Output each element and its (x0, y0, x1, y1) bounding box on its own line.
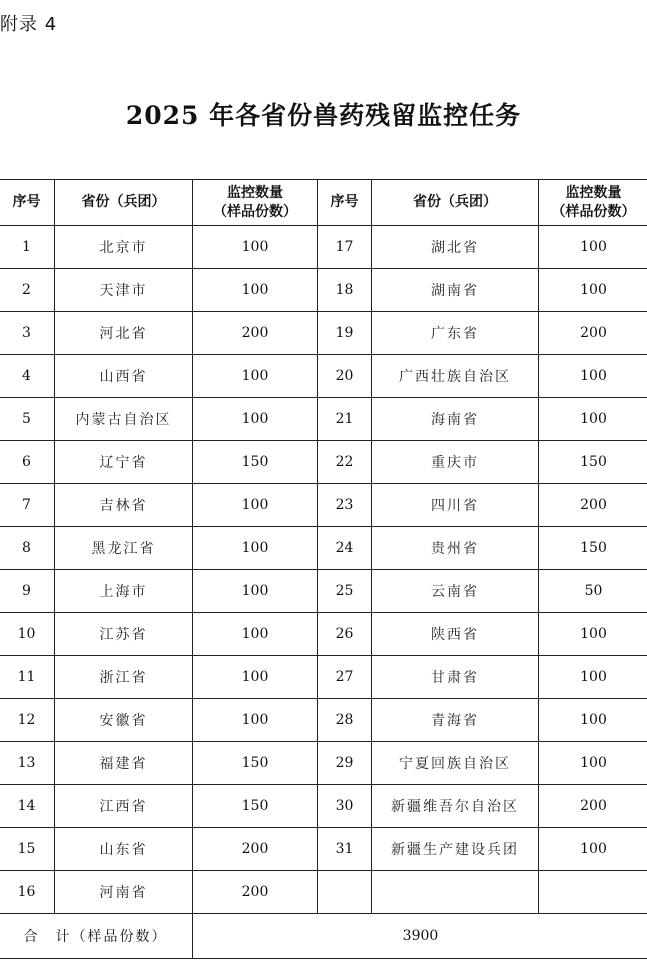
table-row (0, 699, 647, 742)
row-number-right: 31 (318, 828, 372, 871)
header-quantity-right (539, 180, 647, 226)
table-row (0, 269, 647, 312)
table-row (0, 355, 647, 398)
monitoring-quantity-right: 100 (539, 699, 647, 742)
row-number-left: 15 (0, 828, 55, 871)
row-number-left: 3 (0, 312, 55, 355)
province-name-right: 广西壮族自治区 (372, 355, 539, 398)
monitoring-quantity-right: 100 (539, 398, 647, 441)
province-name-right: 新疆生产建设兵团 (372, 828, 539, 871)
province-name-right: 湖北省 (372, 226, 539, 269)
monitoring-quantity-left: 200 (193, 312, 318, 355)
header-no-right: 序号 (318, 180, 372, 226)
table-row (0, 441, 647, 484)
header-quantity-line1: 监控数量 (565, 184, 622, 201)
province-name-left: 浙江省 (55, 656, 193, 699)
province-name-left: 内蒙古自治区 (55, 398, 193, 441)
province-name-left: 山东省 (55, 828, 193, 871)
row-number-left: 1 (0, 226, 55, 269)
province-name-left: 江苏省 (55, 613, 193, 656)
row-number-right: 24 (318, 527, 372, 570)
table-row (0, 656, 647, 699)
province-name-left: 辽宁省 (55, 441, 193, 484)
row-number-right: 20 (318, 355, 372, 398)
row-number-left: 12 (0, 699, 55, 742)
province-name-right: 宁夏回族自治区 (372, 742, 539, 785)
province-name-right: 重庆市 (372, 441, 539, 484)
row-number-right: 23 (318, 484, 372, 527)
province-name-right: 海南省 (372, 398, 539, 441)
row-number-right: 27 (318, 656, 372, 699)
row-number-right: 22 (318, 441, 372, 484)
table-header-row (0, 180, 647, 226)
header-province-left: 省份（兵团） (55, 180, 193, 226)
row-number-right: 28 (318, 699, 372, 742)
row-number-left: 16 (0, 871, 55, 914)
province-name-right: 贵州省 (372, 527, 539, 570)
monitoring-quantity-left: 150 (193, 742, 318, 785)
row-number-left: 9 (0, 570, 55, 613)
province-name-left: 天津市 (55, 269, 193, 312)
province-name-left: 福建省 (55, 742, 193, 785)
header-province-right: 省份（兵团） (372, 180, 539, 226)
monitoring-quantity-right: 150 (539, 441, 647, 484)
province-name-left: 江西省 (55, 785, 193, 828)
total-label: 合 计（样品份数） (0, 914, 193, 959)
monitoring-quantity-right: 100 (539, 656, 647, 699)
monitoring-task-table (0, 179, 647, 959)
province-name-left: 河南省 (55, 871, 193, 914)
monitoring-quantity-left: 200 (193, 828, 318, 871)
total-row (0, 914, 647, 959)
province-name-right: 甘肃省 (372, 656, 539, 699)
province-name-left: 安徽省 (55, 699, 193, 742)
monitoring-quantity-left: 150 (193, 441, 318, 484)
row-number-right (318, 871, 372, 914)
row-number-right: 29 (318, 742, 372, 785)
monitoring-quantity-left: 100 (193, 398, 318, 441)
monitoring-quantity-right (539, 871, 647, 914)
table-row (0, 527, 647, 570)
province-name-left: 山西省 (55, 355, 193, 398)
header-no-left: 序号 (0, 180, 55, 226)
monitoring-quantity-right: 150 (539, 527, 647, 570)
row-number-left: 4 (0, 355, 55, 398)
header-quantity-line1: 监控数量 (227, 184, 283, 201)
monitoring-quantity-left: 200 (193, 871, 318, 914)
total-value: 3900 (193, 914, 647, 959)
province-name-right (372, 871, 539, 914)
province-name-left: 河北省 (55, 312, 193, 355)
monitoring-quantity-left: 100 (193, 527, 318, 570)
monitoring-quantity-right: 200 (539, 785, 647, 828)
monitoring-quantity-right: 100 (539, 828, 647, 871)
row-number-right: 30 (318, 785, 372, 828)
row-number-right: 21 (318, 398, 372, 441)
province-name-right: 陕西省 (372, 613, 539, 656)
table-row (0, 871, 647, 914)
monitoring-quantity-right: 100 (539, 613, 647, 656)
header-quantity-left (193, 180, 318, 226)
row-number-right: 17 (318, 226, 372, 269)
row-number-left: 5 (0, 398, 55, 441)
monitoring-quantity-right: 100 (539, 226, 647, 269)
province-name-left: 黑龙江省 (55, 527, 193, 570)
province-name-left: 吉林省 (55, 484, 193, 527)
row-number-right: 18 (318, 269, 372, 312)
monitoring-quantity-left: 100 (193, 570, 318, 613)
table-row (0, 785, 647, 828)
province-name-right: 四川省 (372, 484, 539, 527)
header-quantity-line2: （样品份数） (551, 203, 636, 220)
monitoring-quantity-right: 100 (539, 269, 647, 312)
province-name-right: 广东省 (372, 312, 539, 355)
monitoring-quantity-right: 200 (539, 484, 647, 527)
row-number-left: 7 (0, 484, 55, 527)
monitoring-quantity-left: 150 (193, 785, 318, 828)
document-title: 2025 年各省份兽药残留监控任务 (125, 101, 522, 130)
row-number-right: 19 (318, 312, 372, 355)
row-number-left: 13 (0, 742, 55, 785)
table-row (0, 312, 647, 355)
header-quantity-line2: （样品份数） (213, 203, 297, 220)
monitoring-quantity-right: 100 (539, 742, 647, 785)
table-row (0, 570, 647, 613)
table-row (0, 613, 647, 656)
row-number-left: 2 (0, 269, 55, 312)
monitoring-quantity-right: 100 (539, 355, 647, 398)
province-name-right: 云南省 (372, 570, 539, 613)
row-number-left: 11 (0, 656, 55, 699)
monitoring-quantity-right: 50 (539, 570, 647, 613)
row-number-left: 10 (0, 613, 55, 656)
monitoring-quantity-left: 100 (193, 355, 318, 398)
monitoring-quantity-left: 100 (193, 269, 318, 312)
table-row (0, 484, 647, 527)
province-name-right: 新疆维吾尔自治区 (372, 785, 539, 828)
province-name-left: 上海市 (55, 570, 193, 613)
table-row (0, 398, 647, 441)
monitoring-quantity-left: 100 (193, 226, 318, 269)
table-row (0, 828, 647, 871)
row-number-left: 14 (0, 785, 55, 828)
province-name-right: 青海省 (372, 699, 539, 742)
row-number-right: 26 (318, 613, 372, 656)
province-name-right: 湖南省 (372, 269, 539, 312)
monitoring-quantity-right: 200 (539, 312, 647, 355)
table-row (0, 742, 647, 785)
monitoring-quantity-left: 100 (193, 656, 318, 699)
province-name-left: 北京市 (55, 226, 193, 269)
row-number-left: 6 (0, 441, 55, 484)
monitoring-quantity-left: 100 (193, 484, 318, 527)
monitoring-quantity-left: 100 (193, 699, 318, 742)
annex-label: 附录 4 (0, 14, 58, 35)
monitoring-quantity-left: 100 (193, 613, 318, 656)
table-row (0, 226, 647, 269)
row-number-right: 25 (318, 570, 372, 613)
row-number-left: 8 (0, 527, 55, 570)
